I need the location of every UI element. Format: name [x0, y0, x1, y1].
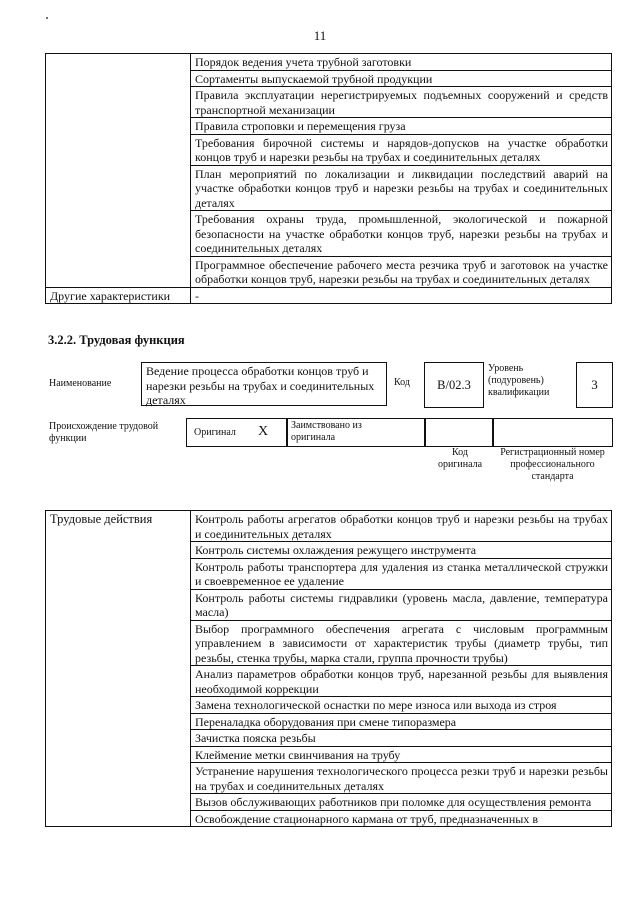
level-value-box: 3 [576, 362, 613, 408]
borrowed-label: Заимствовано из оригинала [291, 420, 362, 443]
labor-action-item: Анализ параметров обработки концов труб, нарезанной резьбы для выявления необходимой коррекции [191, 666, 612, 697]
labor-action-item: Контроль работы системы гидравлики (уровень масла, давление, температура масла) [191, 589, 612, 620]
row-value-cell: Правила строповки и перемещения груза [191, 118, 612, 135]
function-code-box: B/02.3 [424, 362, 484, 408]
name-label: Наименование [49, 378, 112, 389]
reg-caption: Регистрационный номер профессионального стандарта [500, 447, 605, 482]
function-name-box: Ведение процесса обработки концов труб и нарезки резьбы на трубах и соединительных деталях [141, 362, 387, 406]
labor-action-item: Освобождение стационарного кармана от труб, предназначенных в [191, 810, 612, 827]
labor-action-item: Выбор программного обеспечения агрегата с числовым программным управлением в зависимости от характеристик трубы (диаметр трубы, тип резьбы, стенка трубы, марка стали, группа прочности трубы) [191, 620, 612, 666]
labor-action-item: Вызов обслуживающих работников при поломке для осуществления ремонта [191, 794, 612, 811]
row-value-cell: - [191, 287, 612, 304]
table-row [46, 287, 612, 304]
row-value-cell: Сортаменты выпускаемой трубной продукции [191, 70, 612, 87]
labor-action-item: Контроль работы агрегатов обработки концов труб и нарезки резьбы на трубах и соединительных деталях [191, 511, 612, 542]
scan-speck [46, 17, 48, 19]
labor-action-item: Замена технологической оснастки по мере износа или выхода из строя [191, 697, 612, 714]
row-value-cell: Порядок ведения учета трубной заготовки [191, 54, 612, 71]
labor-action-item: Зачистка пояска резьбы [191, 730, 612, 747]
labor-actions-body [46, 511, 612, 827]
row-label-cell: Другие характеристики [46, 287, 191, 304]
knowledge-table-body [46, 54, 612, 304]
row-value-cell: Правила эксплуатации нерегистрируемых подъемных сооружений и средств транспортной механизации [191, 87, 612, 118]
labor-action-item: Устранение нарушения технологического процесса резки труб и нарезки резьбы на трубах и соединительных деталях [191, 763, 612, 794]
labor-action-item: Переналадка оборудования при смене типоразмера [191, 713, 612, 730]
section-title: 3.2.2. Трудовая функция [48, 333, 185, 347]
row-value-cell: Программное обеспечение рабочего места резчика труб и заготовок на участке обработки концов труб, нарезки резьбы на трубах и соединительных деталях [191, 256, 612, 287]
origin-code-cell [424, 418, 494, 447]
labor-actions-label: Трудовые действия [46, 511, 191, 827]
table-row [46, 54, 612, 71]
page-number: 11 [313, 28, 327, 43]
code-caption: Код оригинала [437, 447, 483, 470]
row-value-cell: План мероприятий по локализации и ликвидации последствий аварий на участке обработки концов труб и нарезки резьбы на трубах и соединительных деталях [191, 165, 612, 211]
original-mark: X [258, 424, 269, 439]
row-value-cell: Требования бирочной системы и нарядов-допусков на участке обработки концов труб и нарезки резьбы на трубах и соединительных деталях [191, 134, 612, 165]
knowledge-table [45, 53, 612, 304]
level-label: Уровень (подуровень) квалификации [488, 363, 550, 398]
labor-action-item: Контроль работы транспортера для удаления из станка металлической стружки и своевременное ее удаление [191, 558, 612, 589]
labor-action-item: Контроль системы охлаждения режущего инструмента [191, 542, 612, 559]
table-row [46, 511, 612, 542]
labor-action-item: Клеймение метки свинчивания на трубу [191, 746, 612, 763]
original-label: Оригинал [194, 427, 236, 438]
code-label: Код [394, 377, 410, 388]
row-value-cell: Требования охраны труда, промышленной, экологической и пожарной безопасности на участке обработки концов труб, нарезки резьбы на трубах и соединительных деталях [191, 211, 612, 257]
origin-reg-cell [492, 418, 613, 447]
row-label-cell [46, 54, 191, 288]
origin-label: Происхождение трудовой функции [49, 421, 159, 444]
labor-actions-table [45, 510, 612, 827]
